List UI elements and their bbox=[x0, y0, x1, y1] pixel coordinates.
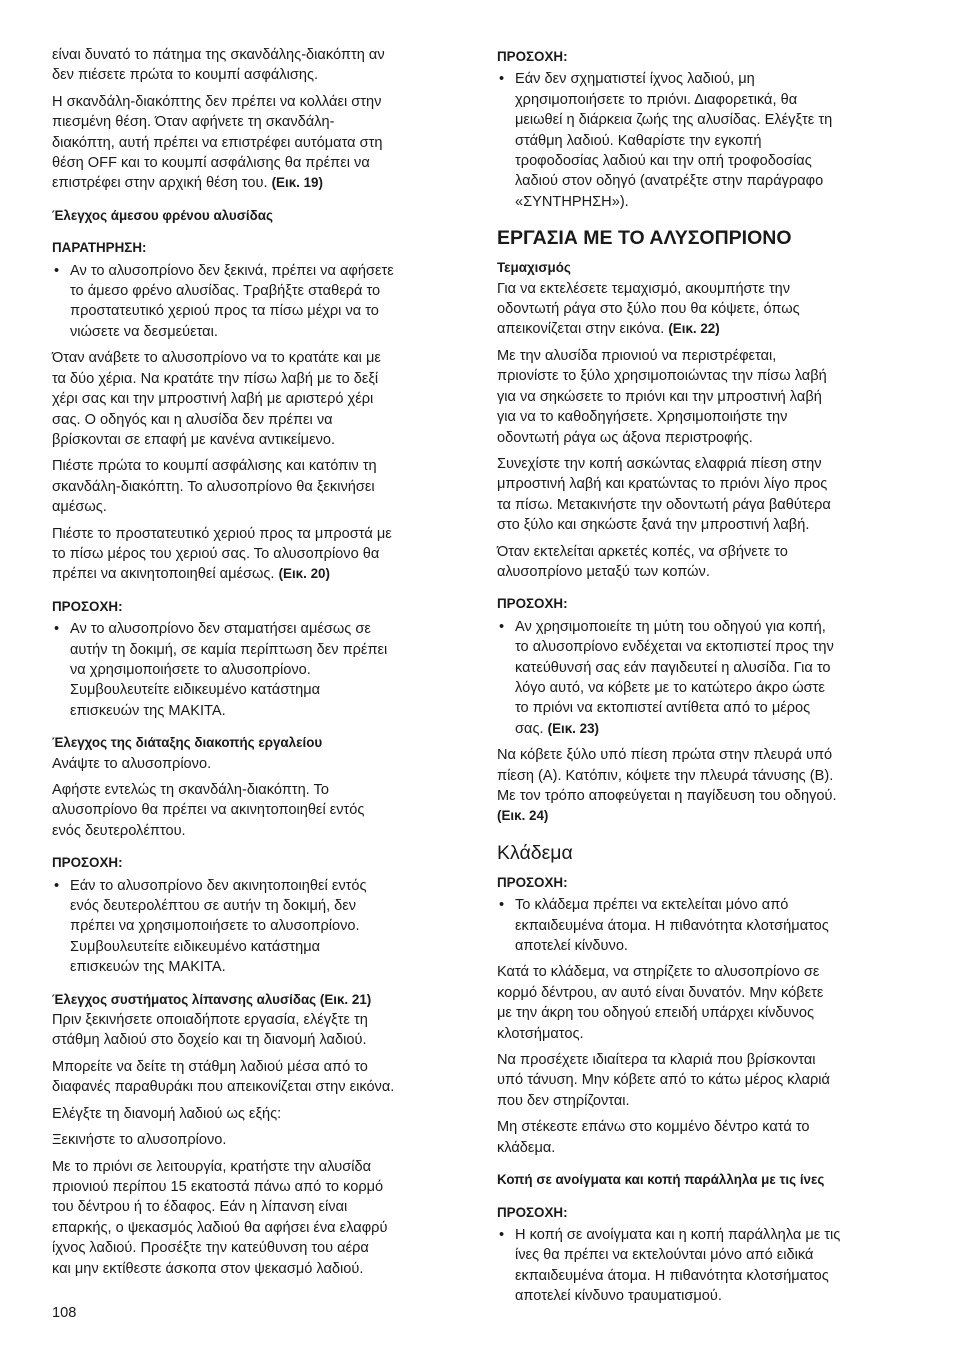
caution-label: ΠΡΟΣΟΧΗ: bbox=[497, 49, 568, 64]
bullet-icon: • bbox=[54, 877, 60, 894]
bullet-text: Το κλάδεμα πρέπει να εκτελείται μόνο από εκπαιδευμένα άτομα. Η πιθανότητα κλοτσήματος αποτελεί κίνδυνο. bbox=[515, 897, 829, 955]
subheading: Τεμαχισμός bbox=[497, 260, 571, 276]
caution-label: ΠΡΟΣΟΧΗ: bbox=[52, 598, 123, 614]
page-number: 108 bbox=[52, 1305, 77, 1321]
bullet-icon: • bbox=[54, 262, 60, 279]
bullet-icon: • bbox=[54, 621, 60, 638]
paragraph: Πριν ξεκινήσετε οποιαδήποτε εργασία, ελέγξτε τη στάθμη λαδιού στο δοχείο και τη διανομή λαδιού. bbox=[52, 1012, 368, 1049]
figure-ref: (Εικ. 23) bbox=[547, 720, 599, 736]
subheading: Κοπή σε ανοίγματα και κοπή παράλληλα με τις ίνες bbox=[497, 1172, 825, 1188]
bullet-text: Αν το αλυσοπρίονο δεν σταματήσει αμέσως σε αυτήν τη δοκιμή, σε καμία περίπτωση δεν πρέπει να χρησιμοποιήσετε το αλυσοπρίονο. Συμβουλευτείτε ειδικευμένο κατάστημα επισκευών της MAKITA. bbox=[70, 621, 388, 719]
bullet-text: Η κοπή σε ανοίγματα και η κοπή παράλληλα με τις ίνες θα πρέπει να εκτελούνται μόνο από ειδικά εκπαιδευμένα άτομα. Η πιθανότητα κλοτσήματος αποτελεί κίνδυνο τραυματισμού. bbox=[515, 1226, 841, 1305]
paragraph: Να προσέχετε ιδιαίτερα τα κλαριά που βρίσκονται υπό τάνυση. Μην κόβετε από το κάτω μέρος κλαριά που δεν στηρίζονται. bbox=[497, 1052, 830, 1109]
paragraph bbox=[52, 92, 462, 194]
paragraph-text: Για να εκτελέσετε τεμαχισμό, ακουμπήστε την οδοντωτή ράγα στο ξύλο που θα κόψετε, όπως απεικονίζεται στην εικόνα. bbox=[497, 280, 800, 338]
figure-ref: (Εικ. 19) bbox=[271, 175, 323, 191]
bullet-item bbox=[52, 876, 462, 978]
paragraph: Συνεχίστε την κοπή ασκώντας ελαφριά πίεση στην μπροστινή λαβή και κρατώντας το πριόνι λίγο προς τα πίσω. Μετακινήστε την οδοντωτή ράγα βαθύτερα στο ξύλο και σηκώστε ξανά την μπροστινή λαβή. bbox=[497, 455, 831, 534]
caution-label: ΠΡΟΣΟΧΗ: bbox=[497, 874, 568, 890]
bullet-icon: • bbox=[499, 71, 505, 88]
paragraph: Με το πριόνι σε λειτουργία, κρατήστε την αλυσίδα πριονιού περίπου 15 εκατοστά πάνω από το κορμό του δέντρου ή το έδαφος. Εάν η λίπανση είναι επαρκής, ο ψεκασμός λαδιού θα αφήσει ένα ελαφρύ ίχνος λαδιού. Προσέξτε την κατεύθυνση του αέρα και μην εκτίθεστε άσκοπα στον ψεκασμό λαδιού. bbox=[52, 1158, 388, 1277]
figure-ref: (Εικ. 24) bbox=[497, 808, 549, 824]
paragraph: Με την αλυσίδα πριονιού να περιστρέφεται, πριονίστε το ξύλο χρησιμοποιώντας την πίσω λαβή για να σηκώσετε το πριόνι και την μπροστινή λαβή για να το καθοδηγήσετε. Χρησιμοποιήστε την οδοντωτή ράγα ως άξονα περιστροφής. bbox=[497, 347, 827, 446]
section-heading: Κλάδεμα bbox=[497, 841, 573, 864]
bullet-text: Εάν δεν σχηματιστεί ίχνος λαδιού, μη χρησιμοποιήσετε το πριόνι. Διαφορετικά, θα μειωθεί η διάρκεια ζωής της αλυσίδας. Ελέγξτε τη στάθμη λαδιού. Καθαρίστε την εγκοπή τροφοδοσίας λαδιού και την οπή τροφοδοσίας λαδιού στον οδηγό (ανατρέξτε στην παράγραφο «ΣΥΝΤΗΡΗΣΗ»). bbox=[515, 71, 833, 210]
bullet-item bbox=[497, 69, 902, 212]
paragraph: Αφήστε εντελώς τη σκανδάλη-διακόπτη. Το αλυσοπρίονο θα πρέπει να ακινητοποιηθεί εντός ενός δευτερολέπτου. bbox=[52, 782, 365, 839]
right-column bbox=[497, 45, 902, 1313]
bullet-item bbox=[497, 617, 902, 739]
left-column bbox=[52, 45, 462, 1285]
note-label: ΠΑΡΑΤΗΡΗΣΗ: bbox=[52, 240, 147, 256]
paragraph: Πιέστε πρώτα το κουμπί ασφάλισης και κατόπιν τη σκανδάλη-διακόπτη. Το αλυσοπρίονο θα ξεκινήσει αμέσως. bbox=[52, 458, 377, 516]
paragraph: Μπορείτε να δείτε τη στάθμη λαδιού μέσα από το διαφανές παραθυράκι που απεικονίζεται στην εικόνα. bbox=[52, 1058, 395, 1096]
subheading: Έλεγχος της διάταξης διακοπής εργαλείου bbox=[52, 735, 323, 751]
bullet-icon: • bbox=[499, 897, 505, 914]
bullet-icon: • bbox=[499, 618, 505, 635]
subheading: Έλεγχος άμεσου φρένου αλυσίδας bbox=[52, 207, 273, 223]
figure-ref: (Εικ. 20) bbox=[278, 566, 330, 582]
bullet-item bbox=[52, 261, 462, 343]
paragraph: Ελέγξτε τη διανομή λαδιού ως εξής: bbox=[52, 1105, 282, 1122]
bullet-item bbox=[497, 1225, 902, 1307]
paragraph bbox=[497, 745, 902, 827]
subheading: Έλεγχος συστήματος λίπανσης αλυσίδας (Εικ. 21) bbox=[52, 991, 372, 1007]
bullet-text: Εάν το αλυσοπρίονο δεν ακινητοποιηθεί εντός ενός δευτερολέπτου σε αυτήν τη δοκιμή, δεν πρέπει να χρησιμοποιήσετε το αλυσοπρίονο. Συμβουλευτείτε ειδικευμένο κατάστημα επισκευών της MAKITA. bbox=[70, 877, 367, 976]
paragraph bbox=[497, 279, 902, 340]
bullet-item bbox=[52, 619, 462, 721]
paragraph bbox=[52, 524, 462, 585]
bullet-text: Αν χρησιμοποιείτε τη μύτη του οδηγού για κοπή, το αλυσοπρίονο ενδέχεται να εκτοπιστεί προς την κατεύθυνσή σας εάν παγιδευτεί η αλυσίδα. Για το λόγο αυτό, να κόβετε με το κατώτερο άκρο ώστε το πριόνι να εκτοπιστεί αντίθετα από το μέρος σας. bbox=[515, 618, 834, 737]
figure-ref: (Εικ. 22) bbox=[668, 321, 720, 337]
bullet-text: Αν το αλυσοπρίονο δεν ξεκινά, πρέπει να αφήσετε το άμεσο φρένο αλυσίδας. Τραβήξτε σταθερά το προστατευτικό χεριού προς τα πίσω μέχρι να το νιώσετε να δεσμεύεται. bbox=[70, 262, 394, 340]
section-heading: ΕΡΓΑΣΙΑ ΜΕ ΤΟ ΑΛΥΣΟΠΡΙΟΝΟ bbox=[497, 227, 792, 250]
paragraph: Ξεκινήστε το αλυσοπρίονο. bbox=[52, 1132, 227, 1149]
paragraph-text: Πιέστε το προστατευτικό χεριού προς τα μπροστά με το πίσω μέρος του χεριού σας. Το αλυσοπρίονο θα πρέπει να ακινητοποιηθεί αμέσως. bbox=[52, 525, 392, 583]
bullet-icon: • bbox=[499, 1226, 505, 1243]
paragraph: Όταν ανάβετε το αλυσοπρίονο να το κρατάτε και με τα δύο χέρια. Να κρατάτε την πίσω λαβή με το δεξί χέρι σας και την μπροστινή λαβή με αριστερό χέρι σας. Ο οδηγός και η αλυσίδα δεν πρέπει να βρίσκονται σε επαφή με κανένα αντικείμενο. bbox=[52, 350, 381, 448]
paragraph: Ανάψτε το αλυσοπρίονο. bbox=[52, 755, 212, 772]
bullet-item bbox=[497, 895, 902, 956]
paragraph: Μη στέκεστε επάνω στο κομμένο δέντρο κατά το κλάδεμα. bbox=[497, 1119, 810, 1156]
paragraph: Όταν εκτελείται αρκετές κοπές, να σβήνετε το αλυσοπρίονο μεταξύ των κοπών. bbox=[497, 543, 788, 580]
paragraph-text: Η σκανδάλη-διακόπτης δεν πρέπει να κολλάει στην πιεσμένη θέση. Όταν αφήνετε τη σκανδάλη- διακόπτη, αυτή πρέπει να επιστρέφει αυτόματα στη θέση OFF και το κουμπί ασφάλισης θα πρέπει να επιστρέφει στην αρχική θέση του. bbox=[52, 93, 383, 192]
caution-label: ΠΡΟΣΟΧΗ: bbox=[52, 855, 123, 871]
caution-label: ΠΡΟΣΟΧΗ: bbox=[497, 596, 568, 612]
paragraph: είναι δυνατό το πάτημα της σκανδάλης-διακόπτη αν δεν πιέσετε πρώτα το κουμπί ασφάλισης. bbox=[52, 47, 385, 84]
caution-label: ΠΡΟΣΟΧΗ: bbox=[497, 1204, 568, 1220]
paragraph-text: Να κόβετε ξύλο υπό πίεση πρώτα στην πλευρά υπό πίεση (A). Κατόπιν, κόψετε την πλευρά τάνυσης (B). Με τον τρόπο αποφεύγεται η παγίδευση του οδηγού. bbox=[497, 747, 837, 804]
paragraph: Κατά το κλάδεμα, να στηρίζετε το αλυσοπρίονο σε κορμό δέντρου, αν αυτό είναι δυνατόν. Μην κόβετε με την άκρη του οδηγού επειδή υπάρχει κίνδυνος κλοτσήματος. bbox=[497, 964, 824, 1042]
